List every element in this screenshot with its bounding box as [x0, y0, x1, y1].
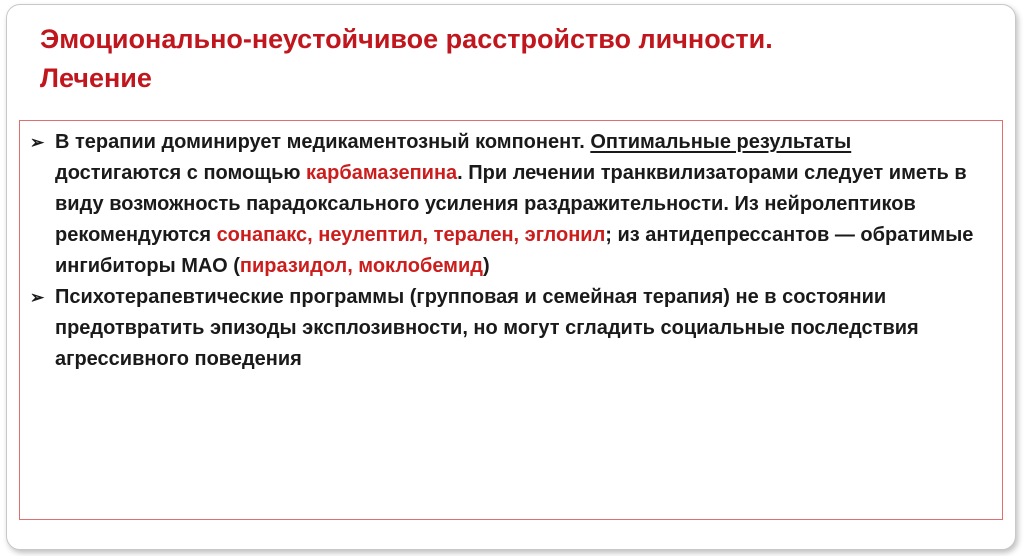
underlined-text: Оптимальные результаты	[590, 131, 852, 153]
drug-highlight: пиразидол, моклобемид	[239, 255, 483, 277]
bullet-item-psychotherapy	[30, 282, 980, 375]
title-line-2: Лечение	[40, 63, 152, 93]
bullet-list	[30, 127, 980, 375]
slide-title	[40, 20, 980, 98]
bullet-item-therapy	[30, 127, 980, 282]
text-segment: В терапии доминирует медикаментозный компонент.	[55, 131, 591, 153]
text-segment: ; из антидепрессантов — обратимые ингибиторы МАО (	[55, 224, 974, 277]
arrow-bullet-icon: ➢	[30, 288, 45, 307]
arrow-bullet-icon: ➢	[30, 133, 45, 152]
text-segment: достигаются с помощью	[55, 162, 307, 184]
drug-highlight: сонапакс, неулептил, терален, эглонил	[216, 224, 606, 246]
drug-highlight: карбамазепина	[306, 162, 458, 184]
title-line-1: Эмоционально-неустойчивое расстройство личности.	[40, 24, 773, 54]
text-segment: Психотерапевтические программы (групповая и семейная терапия) не в состоянии предотвратить эпизоды эксплозивности, но могут сгладить социальные последствия агрессивного поведения	[55, 286, 919, 370]
text-segment: )	[482, 255, 490, 277]
text-segment: . При лечении транквилизаторами следует иметь в виду возможность парадоксального усиления раздражительности. Из нейролептиков рекомендуются	[55, 162, 967, 246]
